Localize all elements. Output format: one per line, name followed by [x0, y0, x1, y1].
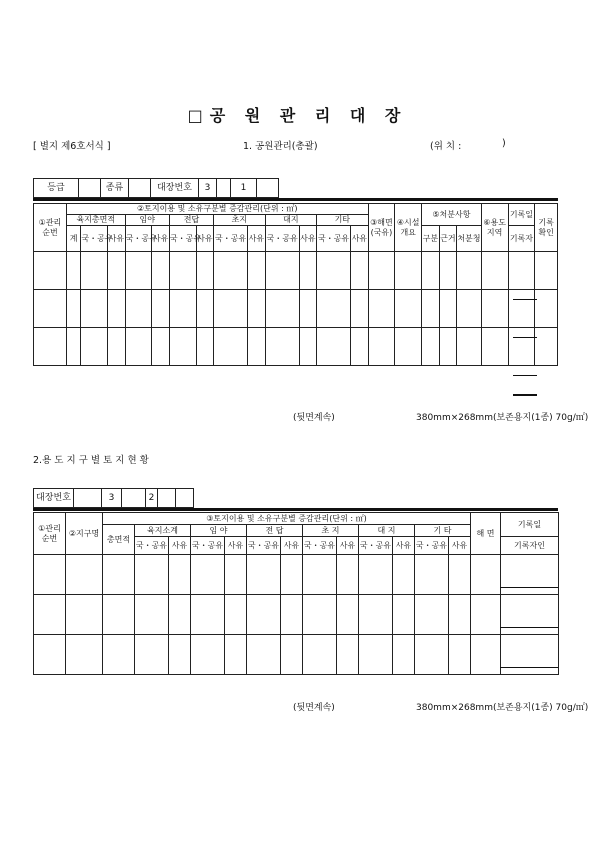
col-sea-header	[368, 204, 395, 252]
ledger2-part2: 3	[102, 489, 122, 508]
table-row[interactable]	[34, 252, 558, 290]
s2-private-header: 사유	[225, 537, 247, 555]
record-subline	[513, 394, 537, 396]
s2-national-header: 국・공유	[415, 537, 449, 555]
record-subline	[513, 375, 537, 376]
ledger-grade-label: 등급	[34, 179, 79, 198]
col-facility-line1: ④시설	[396, 217, 420, 227]
ledger-type-label: 종류	[101, 179, 129, 198]
s2-national-header: 국・공유	[191, 537, 225, 555]
s2-national-header: 국・공유	[247, 537, 281, 555]
sub-other-header: 기타	[317, 215, 368, 226]
s2-sub-forest-header: 임 야	[191, 525, 247, 537]
national-header: 국・공유	[214, 226, 248, 252]
record-subline	[513, 337, 537, 338]
form-number: [ 별지 제6호서식 ]	[33, 141, 111, 152]
col-facility-header	[395, 204, 422, 252]
table-row[interactable]	[34, 290, 558, 328]
section2-ledger	[33, 488, 194, 508]
private-header: 사유	[351, 226, 369, 252]
section2-table	[33, 512, 559, 675]
section1-heading: 1. 공원관리(총괄)	[243, 141, 318, 152]
s2-national-header: 국・공유	[359, 537, 393, 555]
s2-private-header: 사유	[281, 537, 303, 555]
s2-date-header: 기록일	[501, 513, 559, 537]
ledger-number-part2	[217, 179, 231, 198]
col-zone-line2: 지역	[486, 227, 503, 237]
table-row[interactable]	[34, 555, 559, 595]
section1-ledger	[33, 178, 279, 198]
ledger-number-part1: 3	[199, 179, 217, 198]
s2-mgmt-header	[34, 513, 66, 555]
col-sea-line1: ③해면	[370, 217, 393, 227]
national-header: 국・공유	[169, 226, 196, 252]
s2-recorder-header: 기록자인	[501, 537, 559, 555]
col-facility-line2: 개요	[400, 227, 416, 237]
col-date-header: 기록일	[508, 204, 535, 226]
s2-sub-total-header: 육지소계	[135, 525, 191, 537]
national-header: 국・공유	[81, 226, 108, 252]
private-header: 사유	[108, 226, 126, 252]
col-zone-header	[481, 204, 508, 252]
ledger2-part3	[122, 489, 146, 508]
s2-sea-header: 해 면	[471, 513, 501, 555]
record-subline	[500, 627, 558, 628]
s2-group-land-header: ③토지이용 및 소유구분별 증감관리(단위 : ㎡)	[103, 513, 471, 525]
private-header: 사유	[248, 226, 266, 252]
s2-area-header: 총면적	[103, 525, 135, 555]
private-header: 사유	[196, 226, 214, 252]
s2-mgmt-line1: ①관리	[38, 523, 61, 533]
page-title: □공 원 관 리 대 장	[187, 106, 408, 125]
section2-heading: 2.용 도 지 구 별 토 지 현 황	[33, 455, 149, 466]
location-close: )	[502, 138, 506, 149]
disp-basis-header: 근거	[439, 226, 457, 252]
sub-grass-header: 초지	[214, 215, 265, 226]
disp-type-header: 구분	[422, 226, 440, 252]
section2-rule	[33, 508, 558, 511]
ledger-grade-value[interactable]	[79, 179, 101, 198]
table-row[interactable]	[34, 635, 559, 675]
s2-private-header: 사유	[169, 537, 191, 555]
ledger-number-label: 대장번호	[151, 179, 199, 198]
ledger2-part5	[158, 489, 176, 508]
col-zone-line1: ⑥용도	[483, 217, 506, 227]
sub-total-header: 육지총면적	[66, 215, 125, 226]
col-sea-line2: (국유)	[370, 227, 393, 237]
national-header: 국・공유	[317, 226, 351, 252]
s2-sub-other-header: 기 타	[415, 525, 471, 537]
s2-mgmt-line2: 순번	[41, 533, 58, 543]
section1-footer-paper: 380mm×268mm(보존용지(1종) 70g/㎡)	[416, 413, 589, 423]
s2-sub-field-header: 전 답	[247, 525, 303, 537]
section1-footer-note: (뒷면계속)	[293, 413, 335, 423]
record-subline	[513, 299, 537, 300]
col-confirm-line2: 확인	[538, 227, 554, 237]
section2-footer-paper: 380mm×268mm(보존용지(1종) 70g/㎡)	[416, 703, 589, 713]
col-confirm-header	[535, 204, 558, 252]
private-header: 사유	[152, 226, 170, 252]
section2-footer-note: (뒷면계속)	[293, 703, 335, 713]
record-subline	[500, 667, 558, 668]
ledger2-part1	[74, 489, 102, 508]
sub-field-header: 전답	[169, 215, 213, 226]
ledger-type-value[interactable]	[129, 179, 151, 198]
group-disposal-header: ⑤처분사항	[422, 204, 482, 226]
s2-national-header: 국・공유	[135, 537, 169, 555]
section1-table	[33, 203, 558, 366]
section1-rule	[33, 198, 558, 201]
disp-office-header: 처분청	[457, 226, 482, 252]
table-row[interactable]	[34, 595, 559, 635]
private-header: 사유	[299, 226, 317, 252]
group-land-header: ②토지이용 및 소유구분별 증감관리(단위 : ㎡)	[66, 204, 368, 215]
col-mgmt-line2: 순번	[42, 227, 58, 237]
s2-sub-grass-header: 초 지	[303, 525, 359, 537]
s2-private-header: 사유	[393, 537, 415, 555]
sub-site-header: 대지	[265, 215, 316, 226]
s2-sub-site-header: 대 지	[359, 525, 415, 537]
sub-forest-header: 임야	[125, 215, 169, 226]
s2-private-header: 사유	[337, 537, 359, 555]
ledger2-part6	[176, 489, 194, 508]
national-header: 국・공유	[265, 226, 299, 252]
location-label: (위 치 :	[430, 141, 462, 152]
ledger-number-part4	[257, 179, 279, 198]
col-confirm-line1: 기록	[538, 217, 554, 227]
ledger2-part4: 2	[146, 489, 158, 508]
national-header: 국・공유	[125, 226, 152, 252]
ledger2-number-label: 대장번호	[34, 489, 74, 508]
table-row[interactable]	[34, 328, 558, 366]
s2-national-header: 국・공유	[303, 537, 337, 555]
sum-header: 계	[66, 226, 80, 252]
col-mgmt-header	[34, 204, 67, 252]
s2-district-header: ②지구명	[66, 513, 103, 555]
col-mgmt-line1: ①관리	[38, 217, 62, 227]
col-recorder-header: 기록자	[508, 226, 535, 252]
record-subline	[500, 587, 558, 588]
s2-private-header: 사유	[449, 537, 471, 555]
ledger-number-part3: 1	[231, 179, 257, 198]
